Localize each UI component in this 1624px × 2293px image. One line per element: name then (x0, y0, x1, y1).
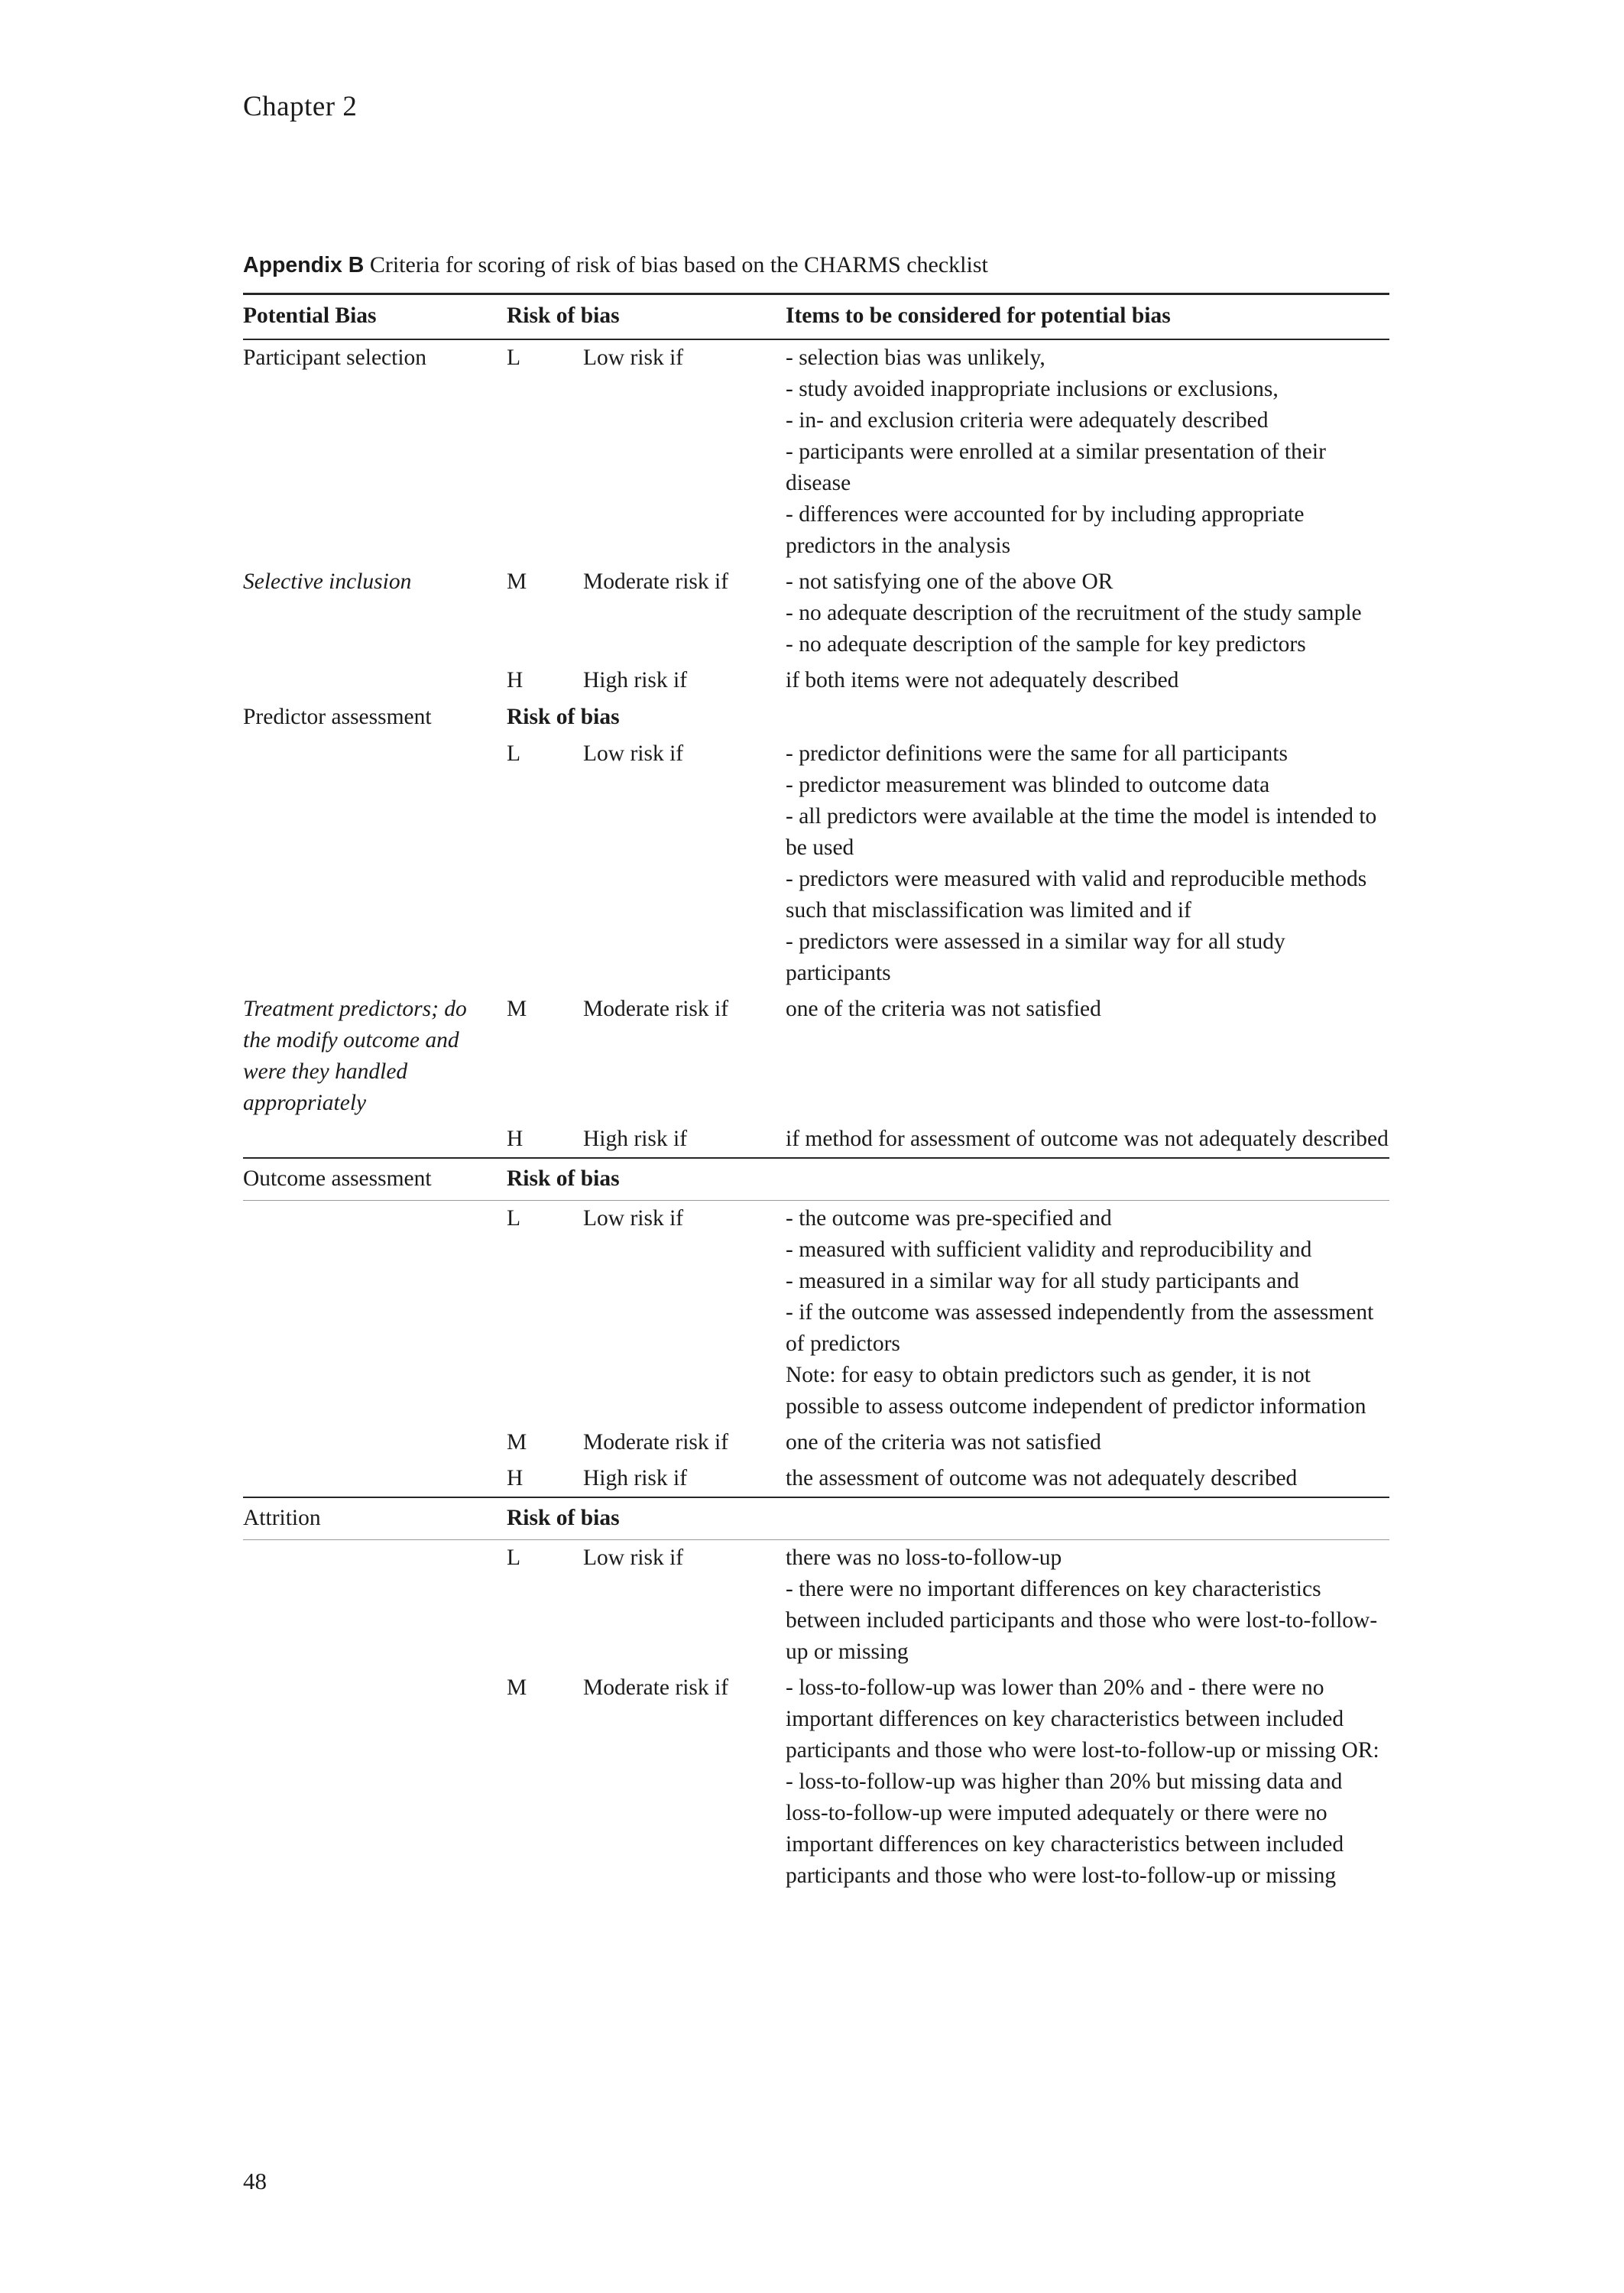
risk-letter: M (507, 569, 527, 594)
section-risk-label: Risk of bias (507, 705, 620, 729)
item-line: if method for assessment of outcome was not adequately described (786, 1127, 1389, 1151)
risk-label: Low risk if (583, 345, 684, 370)
risk-letter: M (507, 1430, 527, 1455)
items-cell (786, 665, 1389, 696)
item-line: - there were no important differences on key characteristics between included participants and those who were lost-to-follow-up or missing (786, 1577, 1378, 1664)
bias-cell: Treatment predictors; do the modify outcome and were they handled appropriately (243, 997, 467, 1115)
section-bias-name: Predictor assessment (243, 705, 432, 729)
page-number: 48 (243, 2168, 267, 2194)
item-line: - study avoided inappropriate inclusions or exclusions, (786, 377, 1279, 401)
table-row (243, 1121, 1389, 1157)
item-line: - not satisfying one of the above OR (786, 569, 1113, 594)
risk-label: Moderate risk if (583, 997, 729, 1021)
item-line: - loss-to-follow-up was higher than 20% but missing data and loss-to-follow-up were imputed adequately or there were no important differences on key characteristics between included participants and those who were lost-to-follow-up or missing (786, 1769, 1344, 1888)
risk-letter: L (507, 741, 521, 766)
items-cell (786, 566, 1389, 660)
table-row (243, 991, 1389, 1121)
bias-cell: Participant selection (243, 345, 427, 370)
items-cell (786, 994, 1389, 1119)
table-caption-label: Appendix B (243, 253, 365, 277)
table-row (243, 340, 1389, 564)
item-line: - no adequate description of the recruitment of the study sample (786, 601, 1362, 625)
risk-letter: L (507, 345, 521, 370)
header-items: Items to be considered for potential bias (786, 303, 1171, 328)
risk-letter: H (507, 668, 524, 692)
risk-label: High risk if (583, 668, 688, 692)
table-section-row (243, 1157, 1389, 1201)
items-cell (786, 1542, 1389, 1668)
item-line: Note: for easy to obtain predictors such as gender, it is not possible to assess outcome independent of predictor information (786, 1363, 1366, 1419)
items-cell (786, 1427, 1389, 1458)
table-section-row (243, 1497, 1389, 1540)
bias-cell: Selective inclusion (243, 569, 412, 594)
risk-letter: H (507, 1466, 524, 1490)
table-header-row (243, 295, 1389, 340)
item-line: - loss-to-follow-up was lower than 20% and - there were no important differences on key characteristics between included participants and those who were lost-to-follow-up or missing OR: (786, 1675, 1379, 1763)
risk-label: Low risk if (583, 1206, 684, 1231)
risk-label: Low risk if (583, 741, 684, 766)
section-risk-label: Risk of bias (507, 1166, 620, 1191)
item-line: - measured in a similar way for all study participants and (786, 1269, 1299, 1293)
risk-label: Moderate risk if (583, 1675, 729, 1700)
item-line: - if the outcome was assessed independently from the assessment of predictors (786, 1300, 1374, 1356)
item-line: - no adequate description of the sample for key predictors (786, 632, 1306, 657)
items-cell (786, 1124, 1389, 1155)
items-cell (786, 1463, 1389, 1494)
item-line: - participants were enrolled at a similar presentation of their disease (786, 439, 1326, 495)
item-line: the assessment of outcome was not adequately described (786, 1466, 1298, 1490)
risk-label: High risk if (583, 1127, 688, 1151)
risk-label: Moderate risk if (583, 569, 729, 594)
items-cell (786, 1203, 1389, 1422)
risk-label: Low risk if (583, 1545, 684, 1570)
section-risk-label: Risk of bias (507, 1506, 620, 1530)
item-line: - differences were accounted for by including appropriate predictors in the analysis (786, 502, 1305, 558)
risk-letter: H (507, 1127, 524, 1151)
items-cell (786, 1672, 1389, 1892)
table-caption (243, 252, 1389, 278)
item-line: - predictors were measured with valid and reproducible methods such that misclassification was limited and if (786, 867, 1367, 923)
table-row (243, 1540, 1389, 1670)
item-line: - in- and exclusion criteria were adequately described (786, 408, 1269, 433)
section-bias-name: Outcome assessment (243, 1166, 432, 1191)
table-caption-text: Criteria for scoring of risk of bias based on the CHARMS checklist (369, 252, 988, 277)
item-line: - predictor definitions were the same for all participants (786, 741, 1288, 766)
item-line: - all predictors were available at the time the model is intended to be used (786, 804, 1377, 860)
table-row (243, 1670, 1389, 1894)
item-line: one of the criteria was not satisfied (786, 1430, 1101, 1455)
risk-letter: L (507, 1206, 521, 1231)
risk-letter: M (507, 1675, 527, 1700)
item-line: - predictors were assessed in a similar way for all study participants (786, 929, 1285, 985)
items-cell (786, 342, 1389, 562)
item-line: there was no loss-to-follow-up (786, 1545, 1062, 1570)
item-line: - predictor measurement was blinded to outcome data (786, 773, 1270, 797)
item-line: one of the criteria was not satisfied (786, 997, 1101, 1021)
item-line: - selection bias was unlikely, (786, 345, 1045, 370)
section-bias-name: Attrition (243, 1506, 321, 1530)
items-cell (786, 738, 1389, 989)
table-row (243, 1461, 1389, 1497)
risk-of-bias-table (243, 293, 1389, 1894)
table-row (243, 1201, 1389, 1425)
risk-label: Moderate risk if (583, 1430, 729, 1455)
table-row (243, 564, 1389, 663)
risk-letter: L (507, 1545, 521, 1570)
table-section-row (243, 699, 1389, 736)
item-line: - the outcome was pre-specified and (786, 1206, 1112, 1231)
header-risk-of-bias: Risk of bias (507, 303, 620, 328)
table-row (243, 663, 1389, 699)
item-line: if both items were not adequately described (786, 668, 1179, 692)
item-line: - measured with sufficient validity and reproducibility and (786, 1237, 1312, 1262)
header-potential-bias: Potential Bias (243, 303, 377, 328)
table-row (243, 736, 1389, 991)
chapter-header: Chapter 2 (243, 91, 358, 122)
risk-letter: M (507, 997, 527, 1021)
risk-label: High risk if (583, 1466, 688, 1490)
table-row (243, 1425, 1389, 1461)
